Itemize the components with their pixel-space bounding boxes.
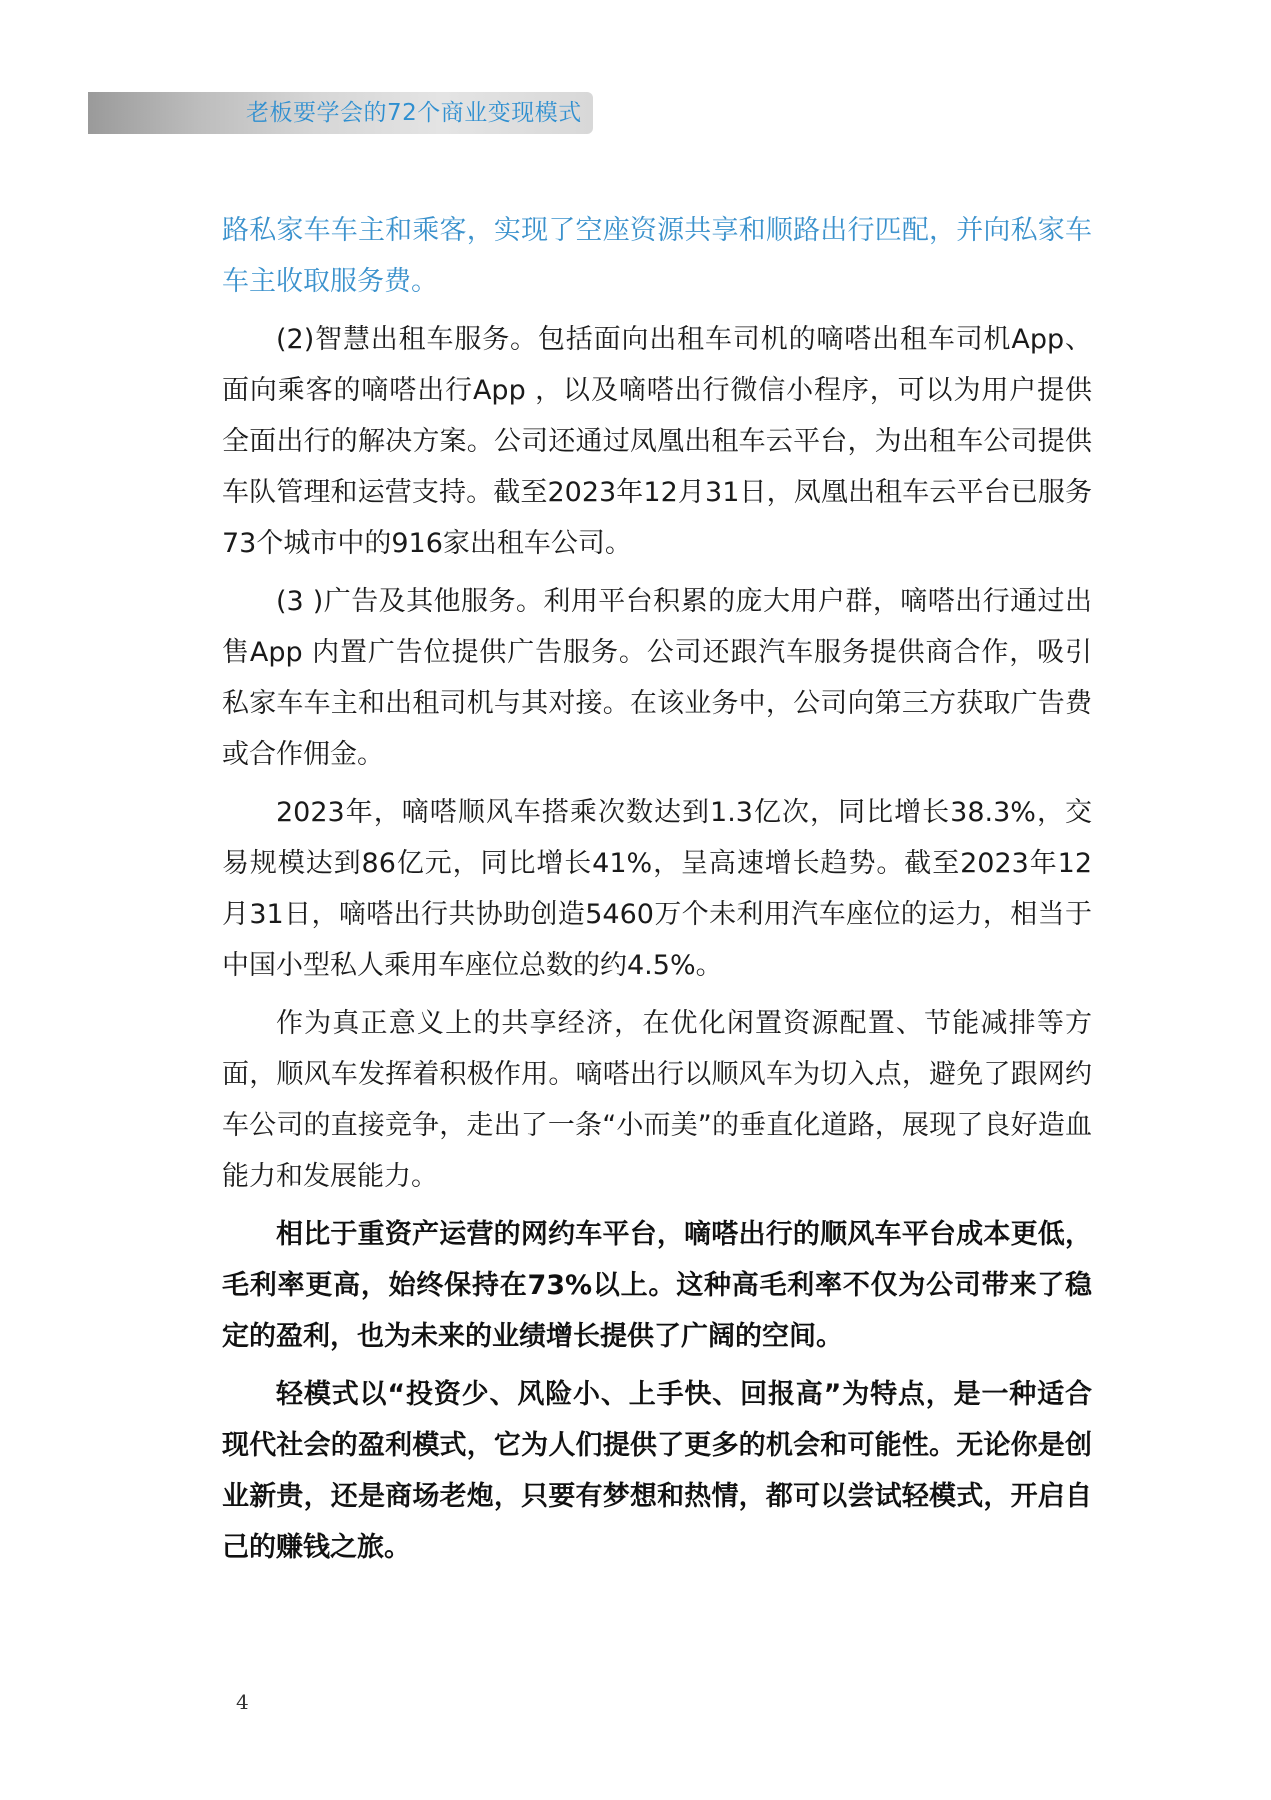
paragraph-continued: 路私家车车主和乘客，实现了空座资源共享和顺路出行匹配，并向私家车车主收取服务费。	[222, 215, 1092, 297]
page-number: 4	[236, 1690, 249, 1714]
page-body	[222, 205, 1092, 1573]
paragraph-ad-service: (3 )广告及其他服务。利用平台积累的庞大用户群，嘀嗒出行通过出售App 内置广告位提供广告服务。公司还跟汽车服务提供商合作，吸引私家车车主和出租司机与其对接。在该业务中，公司向第三方获取广告费或合作佣金。	[222, 586, 1092, 770]
running-header-title: 老板要学会的72个商业变现模式	[246, 100, 582, 126]
paragraph-stats: 2023年，嘀嗒顺风车搭乘次数达到1.3亿次，同比增长38.3%，交易规模达到86亿元，同比增长41%，呈高速增长趋势。截至2023年12月31日，嘀嗒出行共协助创造5460万个未利用汽车座位的运力，相当于中国小型私人乘用车座位总数的约4.5%。	[222, 797, 1092, 981]
paragraph-taxi-service: (2)智慧出租车服务。包括面向出租车司机的嘀嗒出租车司机App、面向乘客的嘀嗒出行App ，以及嘀嗒出行微信小程序，可以为用户提供全面出行的解决方案。公司还通过凤凰出租车云平台，为出租车公司提供车队管理和运营支持。截至2023年12月31日，凤凰出租车云平台已服务73个城市中的916家出租车公司。	[222, 324, 1092, 559]
paragraph-light-model: 轻模式以“投资少、风险小、上手快、回报高”为特点，是一种适合现代社会的盈利模式，它为人们提供了更多的机会和可能性。无论你是创业新贵，还是商场老炮，只要有梦想和热情，都可以尝试轻模式，开启自己的赚钱之旅。	[222, 1379, 1092, 1563]
paragraph-margin: 相比于重资产运营的网约车平台，嘀嗒出行的顺风车平台成本更低，毛利率更高，始终保持在73%以上。这种高毛利率不仅为公司带来了稳定的盈利，也为未来的业绩增长提供了广阔的空间。	[222, 1219, 1092, 1352]
paragraph-sharing-economy: 作为真正意义上的共享经济，在优化闲置资源配置、节能减排等方面，顺风车发挥着积极作用。嘀嗒出行以顺风车为切入点，避免了跟网约车公司的直接竞争，走出了一条“小而美”的垂直化道路，展现了良好造血能力和发展能力。	[222, 1008, 1092, 1192]
